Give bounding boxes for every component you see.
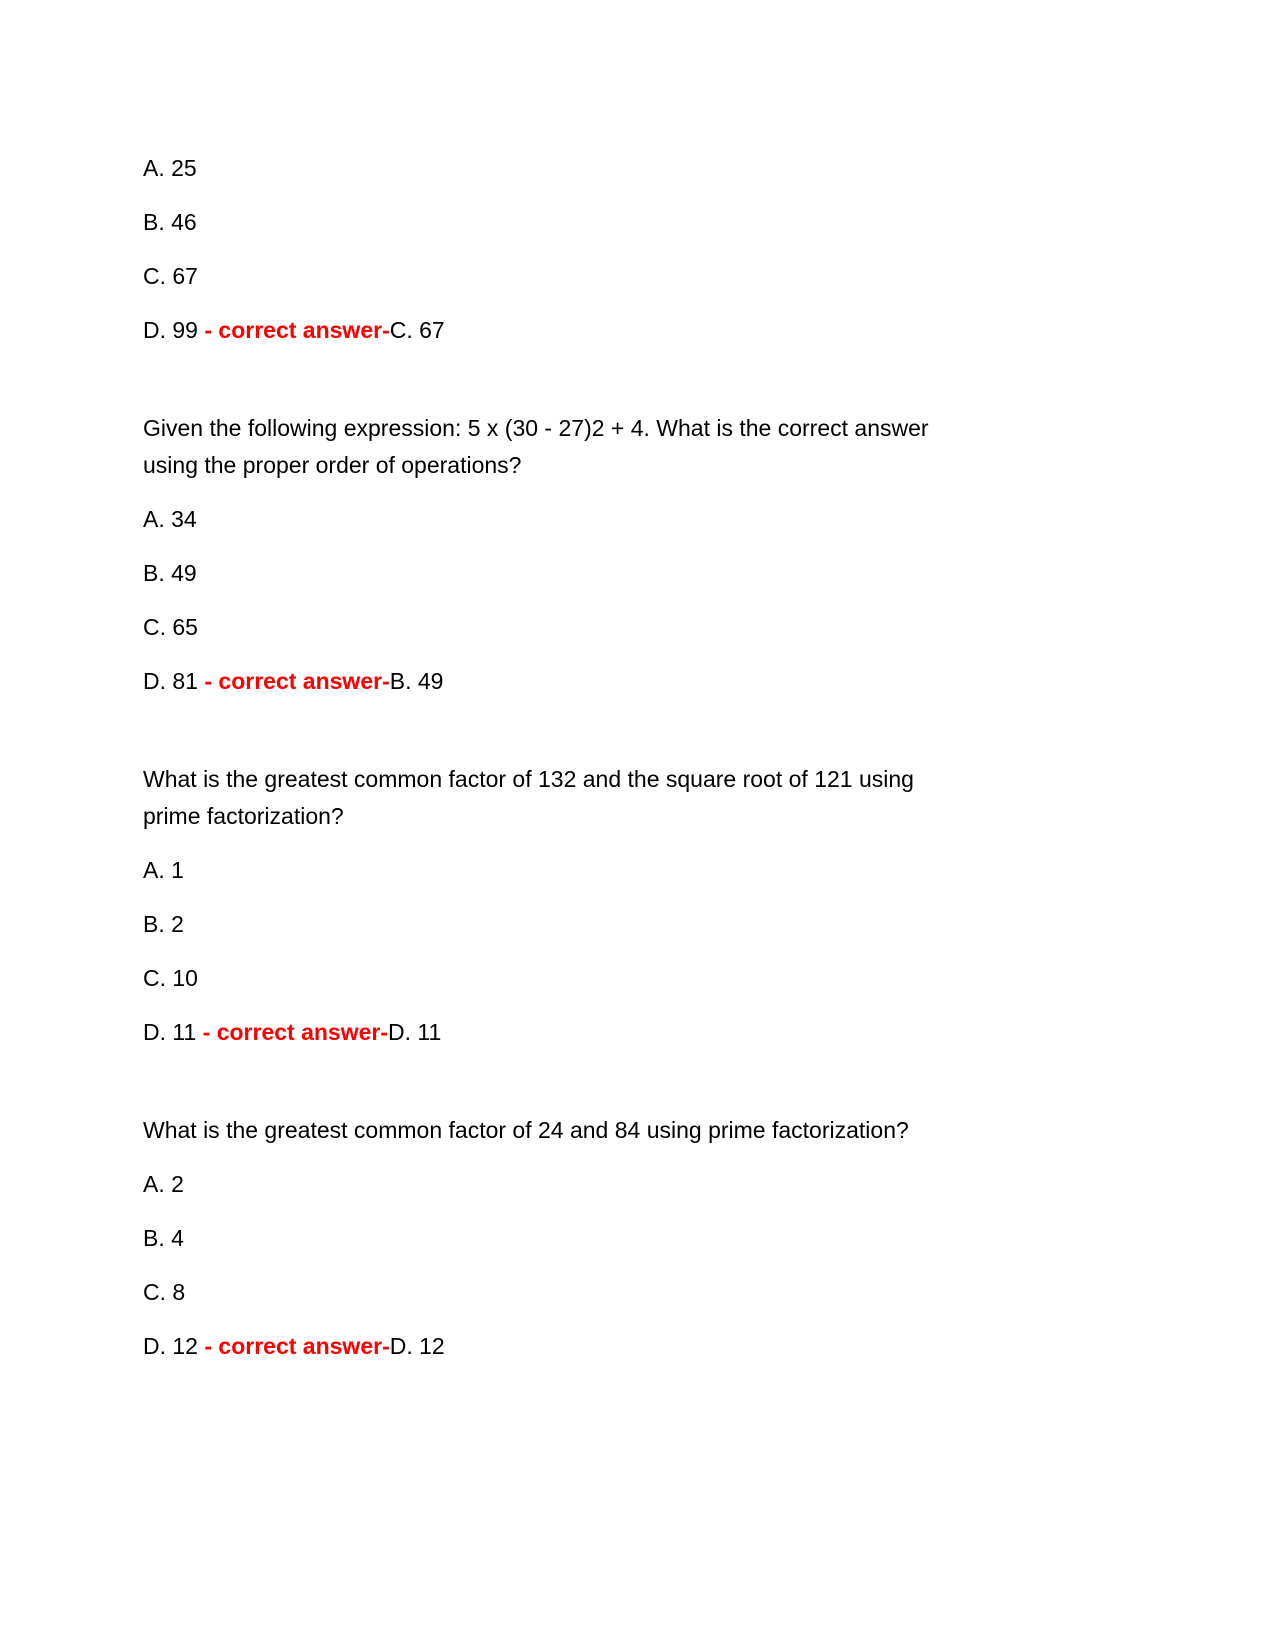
option-b: B. 4: [143, 1225, 184, 1251]
question-line: Given the following expression: 5 x (30 - 27)2 + 4. What is the correct answer: [143, 415, 929, 441]
option-d-with-correct-answer: [143, 1014, 1135, 1051]
correct-answer-marker: - correct answer-: [197, 1333, 390, 1359]
correct-answer-marker: - correct answer-: [197, 317, 390, 343]
question-block-3: [143, 761, 1135, 1051]
question-text: [143, 761, 1135, 835]
option-b: B. 49: [143, 560, 197, 586]
option-a: A. 1: [143, 857, 184, 883]
option-a: A. 25: [143, 155, 197, 181]
question-line: prime factorization?: [143, 803, 344, 829]
correct-answer-value: B. 49: [389, 668, 444, 694]
option-d-label: D. 12: [143, 1333, 198, 1359]
question-text: [143, 1112, 1135, 1149]
option-d-with-correct-answer: [143, 312, 1135, 349]
option-c: C. 67: [143, 263, 198, 289]
option-a: A. 34: [143, 506, 197, 532]
question-line: What is the greatest common factor of 24 and 84 using prime factorization?: [143, 1117, 909, 1143]
question-block-1: [143, 150, 1135, 349]
question-line: What is the greatest common factor of 132 and the square root of 121 using: [143, 766, 914, 792]
option-d-label: D. 11: [143, 1019, 197, 1045]
correct-answer-marker: - correct answer-: [196, 1019, 389, 1045]
question-block-2: [143, 410, 1135, 700]
option-a: A. 2: [143, 1171, 184, 1197]
correct-answer-value: D. 12: [389, 1333, 445, 1359]
correct-answer-marker: - correct answer-: [197, 668, 390, 694]
option-b: B. 46: [143, 209, 197, 235]
option-d-label: D. 81: [143, 668, 198, 694]
question-text: [143, 410, 1135, 484]
option-c: C. 8: [143, 1279, 186, 1305]
option-d-with-correct-answer: [143, 1328, 1135, 1365]
correct-answer-value: C. 67: [389, 317, 445, 343]
question-block-4: [143, 1112, 1135, 1365]
question-line: using the proper order of operations?: [143, 452, 522, 478]
option-c: C. 65: [143, 614, 198, 640]
correct-answer-value: D. 11: [388, 1019, 442, 1045]
option-b: B. 2: [143, 911, 184, 937]
option-d-label: D. 99: [143, 317, 198, 343]
option-c: C. 10: [143, 965, 198, 991]
option-d-with-correct-answer: [143, 663, 1135, 700]
